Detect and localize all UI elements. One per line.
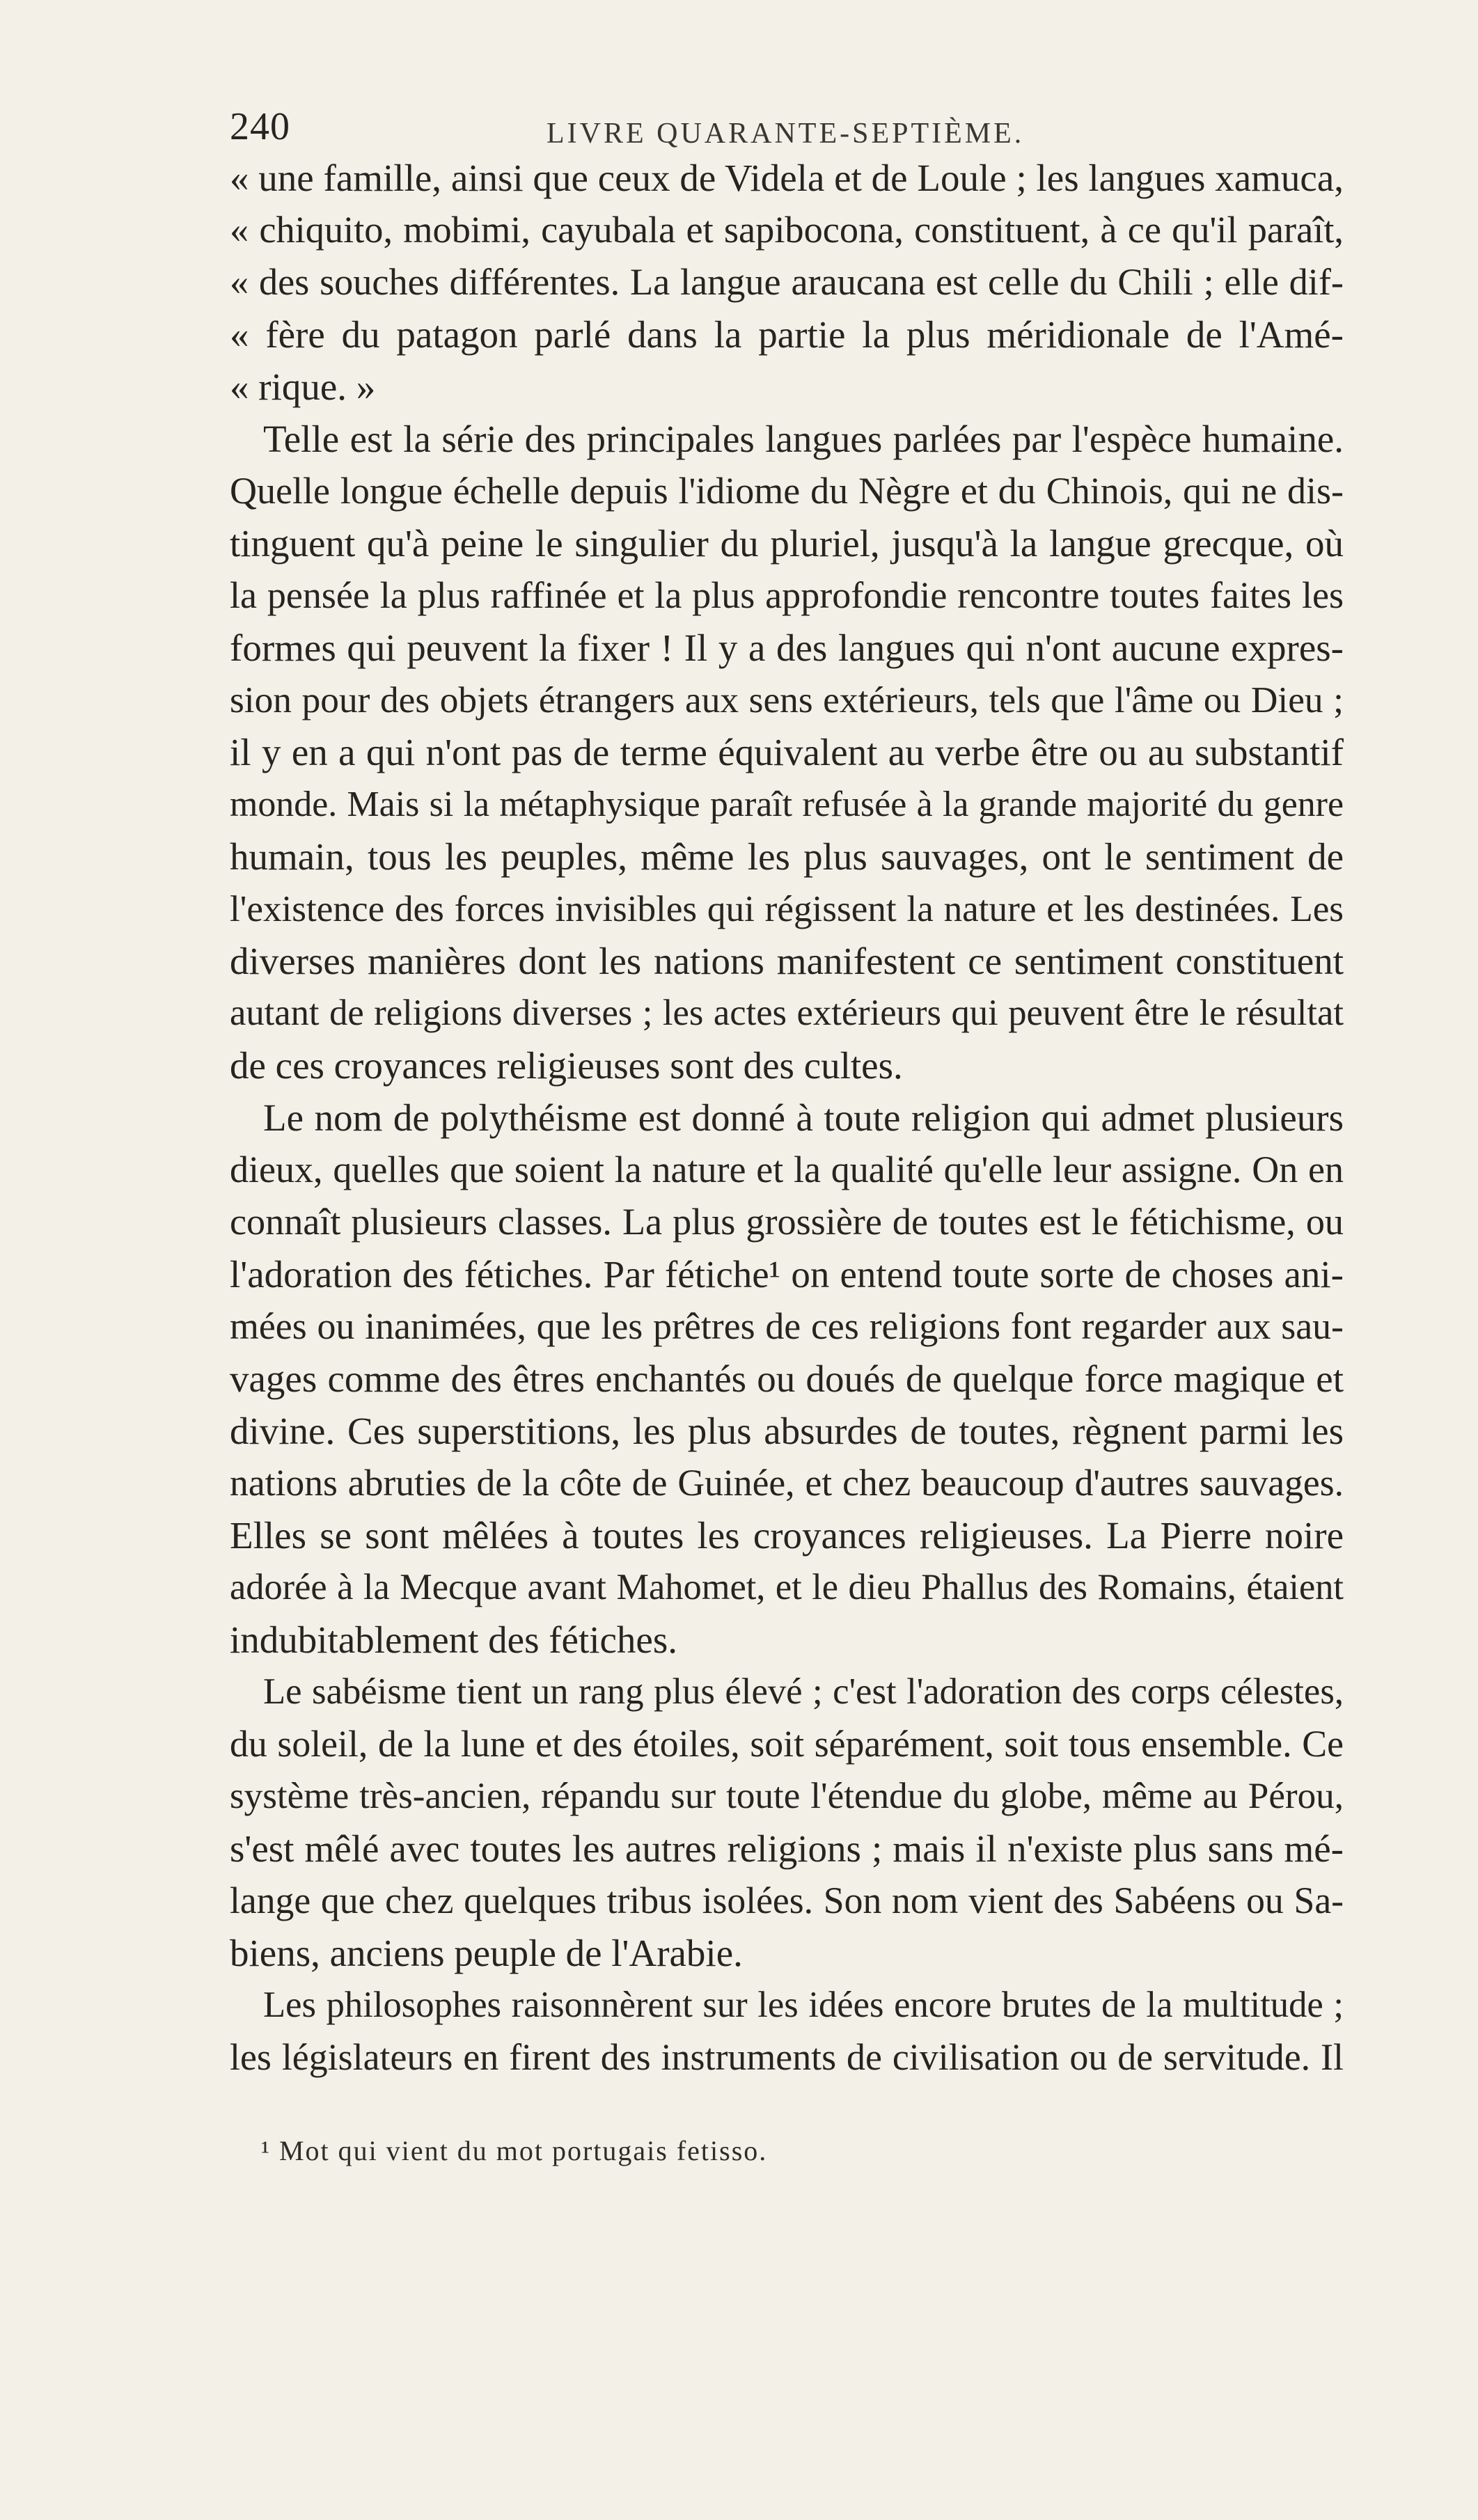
text-line: « rique. » [230,365,376,408]
text-line: Elles se sont mêlées à toutes les croyances religieuses. La Pierre noire [230,1514,1344,1557]
text-line: de ces croyances religieuses sont des cultes. [230,1044,903,1087]
running-title: LIVRE QUARANTE-SEPTIÈME. [547,118,1025,150]
text-line: dieux, quelles que soient la nature et la qualité qu'elle leur assigne. On en [230,1149,1344,1190]
text-line: Telle est la série des principales langues parlées par l'espèce humaine. [263,418,1344,460]
text-line: Le sabéisme tient un rang plus élevé ; c'est l'adoration des corps célestes, [263,1671,1344,1712]
text-line: nations abruties de la côte de Guinée, et chez beaucoup d'autres sauvages. [230,1462,1344,1504]
text-line: autant de religions diverses ; les actes extérieurs qui peuvent être le résultat [230,993,1344,1033]
text-line: « fère du patagon parlé dans la partie la plus méridionale de l'Amé- [230,313,1344,356]
text-line: les législateurs en firent des instruments de civilisation ou de servitude. Il [230,2036,1344,2078]
page-header [230,104,1344,153]
text-line: Le nom de polythéisme est donné à toute religion qui admet plusieurs [263,1096,1344,1139]
text-line: mées ou inanimées, que les prêtres de ces religions font regarder aux sau- [230,1305,1344,1347]
text-line: connaît plusieurs classes. La plus grossière de toutes est le fétichisme, ou [230,1201,1344,1243]
text-line: lange que chez quelques tribus isolées. Son nom vient des Sabéens ou Sa- [230,1880,1344,1921]
text-line: système très-ancien, répandu sur toute l'étendue du globe, même au Pérou, [230,1776,1344,1816]
text-line: adorée à la Mecque avant Mahomet, et le dieu Phallus des Romains, étaient [230,1567,1344,1607]
text-line: s'est mêlé avec toutes les autres religions ; mais il n'existe plus sans mé- [230,1827,1344,1870]
text-line: tinguent qu'à peine le singulier du pluriel, jusqu'à la langue grecque, où [230,522,1344,565]
body-text [230,152,1344,2084]
text-line: sion pour des objets étrangers aux sens extérieurs, tels que l'âme ou Dieu ; [230,679,1344,720]
text-line: l'adoration des fétiches. Par fétiche¹ on entend toute sorte de choses ani- [230,1253,1344,1296]
text-line: formes qui peuvent la fixer ! Il y a des langues qui n'ont aucune expres- [230,627,1344,669]
text-line: Les philosophes raisonnèrent sur les idées encore brutes de la multitude ; [263,1985,1344,2025]
text-line: la pensée la plus raffinée et la plus approfondie rencontre toutes faites les [230,574,1344,616]
page-number: 240 [230,105,290,148]
text-line: indubitablement des fétiches. [230,1619,678,1661]
text-line: « des souches différentes. La langue araucana est celle du Chili ; elle dif- [230,261,1344,303]
text-line: humain, tous les peuples, même les plus sauvages, ont le sentiment de [230,835,1344,878]
text-line: diverses manières dont les nations manifestent ce sentiment constituent [230,940,1344,982]
text-line: « chiquito, mobimi, cayubala et sapibocona, constituent, à ce qu'il paraît, [230,209,1344,251]
text-line: « une famille, ainsi que ceux de Videla et de Loule ; les langues xamuca, [230,157,1344,199]
footnote: ¹ Mot qui vient du mot portugais fetisso. [261,2135,768,2166]
text-line: divine. Ces superstitions, les plus absurdes de toutes, règnent parmi les [230,1410,1344,1452]
text-line: il y en a qui n'ont pas de terme équivalent au verbe être ou au substantif [230,731,1344,773]
text-line: vages comme des êtres enchantés ou doués de quelque force magique et [230,1357,1344,1400]
text-line: Quelle longue échelle depuis l'idiome du Nègre et du Chinois, qui ne dis- [230,470,1344,512]
text-line: du soleil, de la lune et des étoiles, soit séparément, soit tous ensemble. Ce [230,1723,1344,1765]
text-line: monde. Mais si la métaphysique paraît refusée à la grande majorité du genre [230,785,1344,824]
text-line: biens, anciens peuple de l'Arabie. [230,1932,743,1974]
text-line: l'existence des forces invisibles qui régissent la nature et les destinées. Les [230,888,1344,929]
